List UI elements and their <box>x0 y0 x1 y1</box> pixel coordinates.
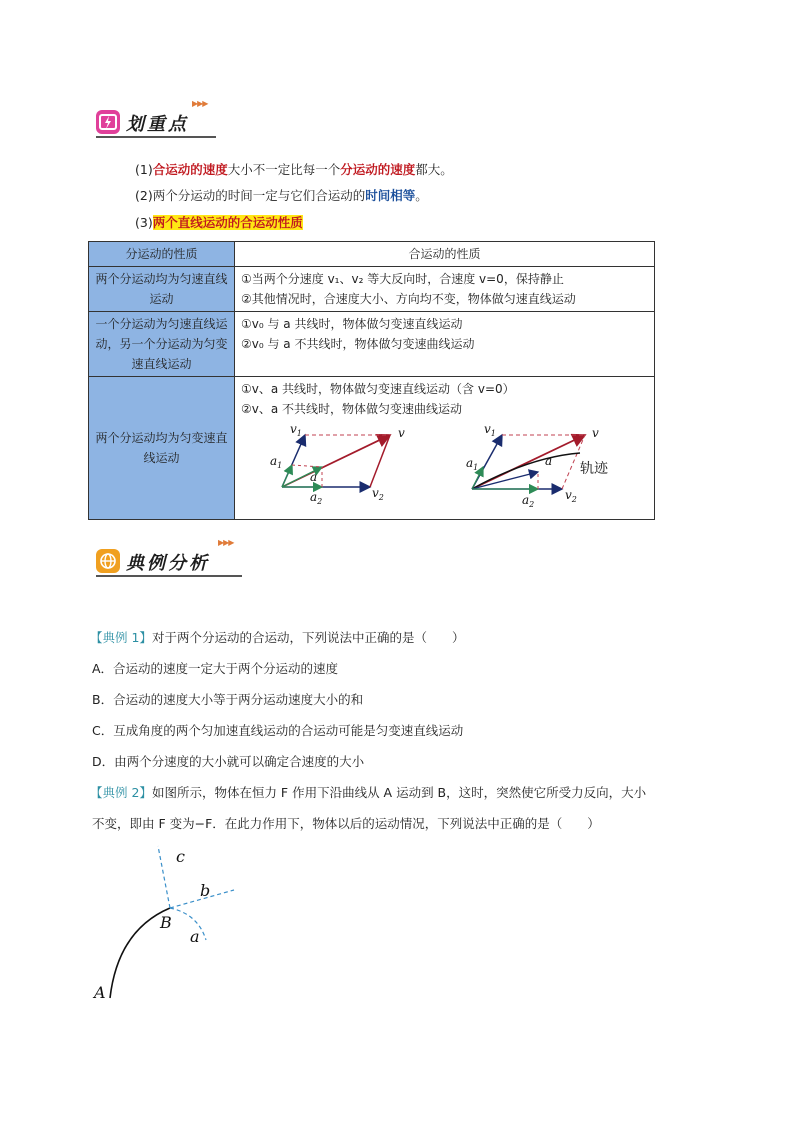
table-header-cell: 合运动的性质 <box>235 242 655 267</box>
label-a: a <box>310 470 318 484</box>
label-A: A <box>94 983 106 1002</box>
diagram-non-collinear <box>466 422 609 509</box>
vector-diagrams <box>240 415 650 511</box>
table-line: ②其他情况时，合速度大小、方向均不变，物体做匀速直线运动 <box>241 292 576 306</box>
point-2: (2)两个分运动的时间一定与它们合运动的时间相等。 <box>135 188 428 203</box>
table-header-cell: 分运动的性质 <box>89 242 235 267</box>
example-2-question-line2: 不变，即由 F 变为−F．在此力作用下，物体以后的运动情况，下列说法中正确的是（ ） <box>92 816 600 831</box>
table-cell: 一个分运动为匀速直线运动，另一个分运动为匀变速直线运动 <box>89 312 235 377</box>
label-a: a <box>190 927 200 946</box>
label-v2: $v_2$ <box>372 486 384 502</box>
label-v1: $v_1$ <box>484 422 496 438</box>
table-line: ①v、a 共线时，物体做匀变速直线运动（含 v=0） <box>241 382 515 396</box>
point-1: (1)合运动的速度大小不一定比每一个分运动的速度都大。 <box>135 162 453 177</box>
label-v1: $v_1$ <box>290 422 302 438</box>
label-a2: $a_2$ <box>310 490 323 506</box>
label-a2: $a_2$ <box>522 493 535 509</box>
label-a: a <box>545 454 553 468</box>
example-2-question-line1: 【典例 2】如图所示，物体在恒力 F 作用下沿曲线从 A 运动到 B，这时，突然使它所受力反向，大小 <box>90 785 647 800</box>
triangle-decor-icon: ▶▶▶ <box>218 538 234 547</box>
label-v: v <box>592 426 599 440</box>
triangle-decor-icon: ▶▶▶ <box>192 99 208 108</box>
table-line: ①v₀ 与 a 共线时，物体做匀变速直线运动 <box>241 317 463 331</box>
diagram-collinear <box>270 422 405 506</box>
table-line: ②v₀ 与 a 不共线时，物体做匀变速曲线运动 <box>241 337 475 351</box>
table-cell: 两个分运动均为匀变速直线运动 <box>89 377 235 520</box>
table-cell <box>235 312 655 377</box>
option-b: B．合运动的速度大小等于两分运动速度大小的和 <box>92 692 364 707</box>
table-cell <box>235 267 655 312</box>
table-row <box>89 312 655 377</box>
example-1-question: 【典例 1】对于两个分运动的合运动，下列说法中正确的是（ ） <box>90 630 465 645</box>
label-a1: $a_1$ <box>466 456 479 472</box>
label-a1: $a_1$ <box>270 454 283 470</box>
point-3: (3)两个直线运动的合运动性质 <box>135 215 303 230</box>
label-trajectory: 轨迹 <box>580 461 608 477</box>
label-v2: $v_2$ <box>565 488 577 504</box>
table-line: ②v、a 不共线时，物体做匀变速曲线运动 <box>241 402 463 416</box>
lightning-icon <box>96 110 120 134</box>
section-underline <box>96 136 216 138</box>
label-c: c <box>176 847 185 866</box>
table-line: ①当两个分速度 v₁、v₂ 等大反向时，合速度 v=0，保持静止 <box>241 272 564 286</box>
table-cell: 两个分运动均为匀速直线运动 <box>89 267 235 312</box>
option-c: C．互成角度的两个匀加速直线运动的合运动可能是匀变速直线运动 <box>92 723 464 738</box>
section-title-key-points: 划重点 <box>126 114 189 135</box>
curve-figure <box>88 840 258 1010</box>
label-v: v <box>398 426 405 440</box>
label-b: b <box>200 881 211 900</box>
table-header-row <box>89 242 655 267</box>
option-a: A．合运动的速度一定大于两个分运动的速度 <box>92 661 339 676</box>
globe-icon <box>96 549 120 573</box>
option-d: D．由两个分速度的大小就可以确定合速度的大小 <box>92 754 365 769</box>
label-B: B <box>160 913 172 932</box>
section-underline <box>96 575 242 577</box>
section-title-examples: 典例分析 <box>126 553 210 574</box>
table-row <box>89 267 655 312</box>
